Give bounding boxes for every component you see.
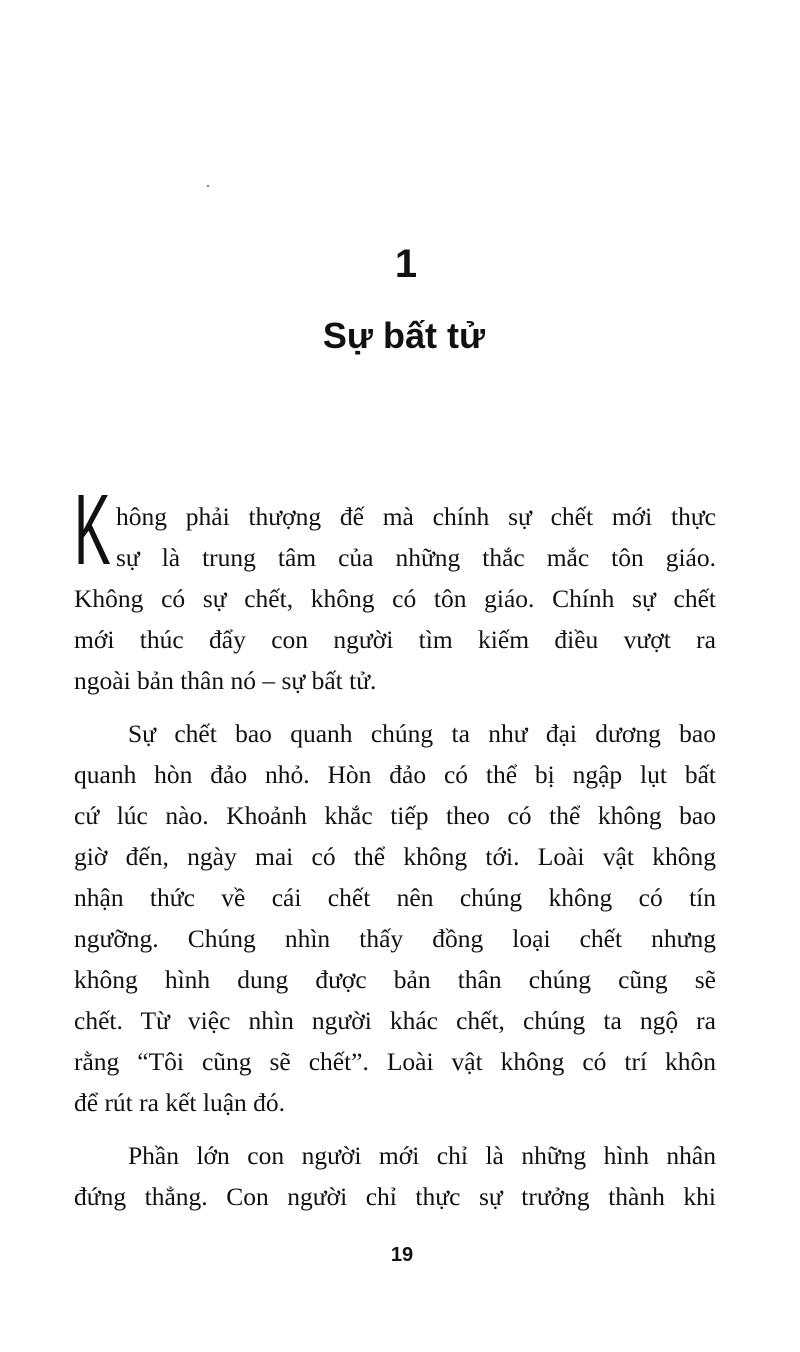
text-line: Sự chết bao quanh chúng ta như đại dương bao (128, 719, 716, 748)
text-line: mới thúc đẩy con người tìm kiếm điều vượt ra (74, 625, 716, 654)
print-speck (207, 185, 209, 187)
page-number: 19 (390, 1244, 414, 1266)
text-line: ngoài bản thân nó – sự bất tử. (74, 666, 377, 695)
chapter-title: Sự bất tử (322, 315, 486, 356)
text-line: đứng thẳng. Con người chỉ thực sự trưởng thành khi (74, 1182, 716, 1211)
paragraph-3 (74, 1135, 716, 1217)
text-line: chết. Từ việc nhìn người khác chết, chúng ta ngộ ra (74, 1006, 716, 1035)
text-line: sự là trung tâm của những thắc mắc tôn giáo. (116, 543, 716, 572)
text-line: cứ lúc nào. Khoảnh khắc tiếp theo có thể không bao (74, 801, 716, 830)
text-line: quanh hòn đảo nhỏ. Hòn đảo có thể bị ngập lụt bất (74, 760, 716, 789)
text-line: giờ đến, ngày mai có thể không tới. Loài vật không (74, 842, 716, 871)
text-line: không hình dung được bản thân chúng cũng sẽ (74, 965, 716, 994)
paragraph-1 (74, 496, 716, 701)
text-line: để rút ra kết luận đó. (74, 1088, 286, 1117)
text-line: ngưỡng. Chúng nhìn thấy đồng loại chết nhưng (74, 924, 716, 953)
body-text (74, 496, 716, 1217)
text-line: Phần lớn con người mới chỉ là những hình nhân (128, 1141, 716, 1170)
text-line: hông phải thượng đế mà chính sự chết mới thực (116, 502, 716, 531)
text-line: nhận thức về cái chết nên chúng không có tín (74, 883, 716, 912)
text-line: rằng “Tôi cũng sẽ chết”. Loài vật không có trí khôn (74, 1047, 716, 1076)
text-line: Không có sự chết, không có tôn giáo. Chính sự chết (74, 584, 716, 613)
drop-cap-letter: K (74, 474, 110, 586)
chapter-number: 1 (394, 242, 418, 286)
paragraph-2 (74, 713, 716, 1123)
